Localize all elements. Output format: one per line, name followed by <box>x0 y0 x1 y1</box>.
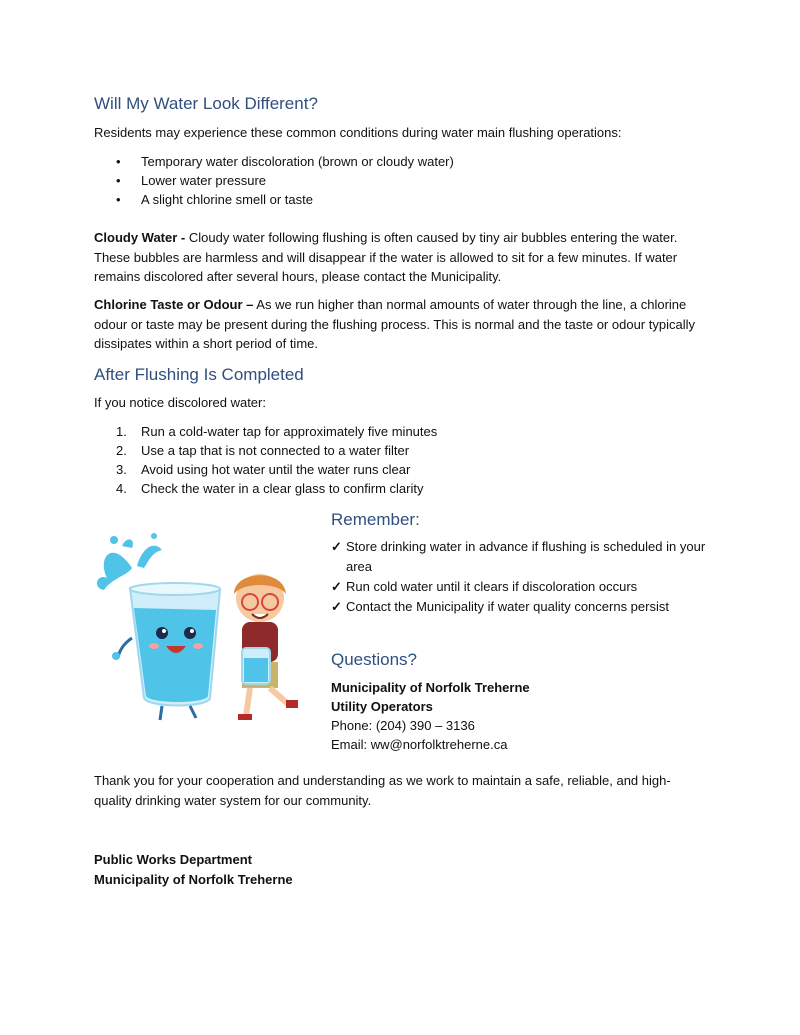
step-number: 2. <box>116 443 127 458</box>
conditions-list <box>94 152 454 209</box>
list-item: • Temporary water discoloration (brown or cloudy water) <box>94 152 454 171</box>
cloudy-water-label: Cloudy Water - <box>94 230 186 245</box>
list-item: ✓ Contact the Municipality if water quality concerns persist <box>331 597 711 617</box>
cloudy-water-paragraph <box>94 228 714 287</box>
list-item: • A slight chlorine smell or taste <box>94 190 454 209</box>
heading-water-look-different: Will My Water Look Different? <box>94 94 318 113</box>
contact-block <box>331 678 711 754</box>
thank-you-paragraph: Thank you for your cooperation and understanding as we work to maintain a safe, reliable, and high-quality drinking water system for our community. <box>94 773 671 808</box>
step-text: Check the water in a clear glass to confirm clarity <box>141 481 424 496</box>
signature-line: Public Works Department <box>94 852 252 867</box>
contact-phone: Phone: (204) 390 – 3136 <box>331 718 475 733</box>
chlorine-label: Chlorine Taste or Odour – <box>94 297 254 312</box>
step-text: Use a tap that is not connected to a water filter <box>141 443 410 458</box>
step-number: 3. <box>116 462 127 477</box>
remember-list <box>331 537 711 617</box>
heading-questions: Questions? <box>331 650 417 669</box>
step-text: Avoid using hot water until the water runs clear <box>141 462 411 477</box>
list-item: ✓ Store drinking water in advance if flushing is scheduled in your area <box>331 537 711 577</box>
intro-paragraph: Residents may experience these common conditions during water main flushing operations: <box>94 125 622 140</box>
signature-block <box>94 850 714 889</box>
list-item: • Lower water pressure <box>94 171 454 190</box>
contact-org: Municipality of Norfolk Treherne <box>331 680 530 695</box>
questions-box <box>331 650 711 754</box>
step-number: 4. <box>116 481 127 496</box>
list-item <box>94 460 437 479</box>
remember-box <box>331 510 711 617</box>
list-item <box>94 479 437 498</box>
steps-list <box>94 422 437 498</box>
heading-after-flushing: After Flushing Is Completed <box>94 365 304 384</box>
water-glass-illustration <box>92 528 310 728</box>
list-item: ✓ Run cold water until it clears if discoloration occurs <box>331 577 711 597</box>
list-item <box>94 441 437 460</box>
contact-email: Email: ww@norfolktreherne.ca <box>331 737 508 752</box>
chlorine-text: As we run higher than normal amounts of water through the line, a chlorine odour or taste may be present during the flushing process. This is normal and the taste or odour typically dissipates within a short period of time. <box>94 297 695 351</box>
list-item <box>94 422 437 441</box>
chlorine-paragraph <box>94 295 714 354</box>
signature-line: Municipality of Norfolk Treherne <box>94 871 293 887</box>
step-number: 1. <box>116 424 127 439</box>
discolored-intro: If you notice discolored water: <box>94 395 266 410</box>
contact-dept: Utility Operators <box>331 699 433 714</box>
heading-remember: Remember: <box>331 510 420 529</box>
cloudy-water-text: Cloudy water following flushing is often caused by tiny air bubbles entering the water. These bubbles are harmless and will disappear if the water is allowed to sit for a few minutes. If water remains discolored after several hours, please contact the Municipality. <box>94 230 678 284</box>
step-text: Run a cold-water tap for approximately five minutes <box>141 424 438 439</box>
